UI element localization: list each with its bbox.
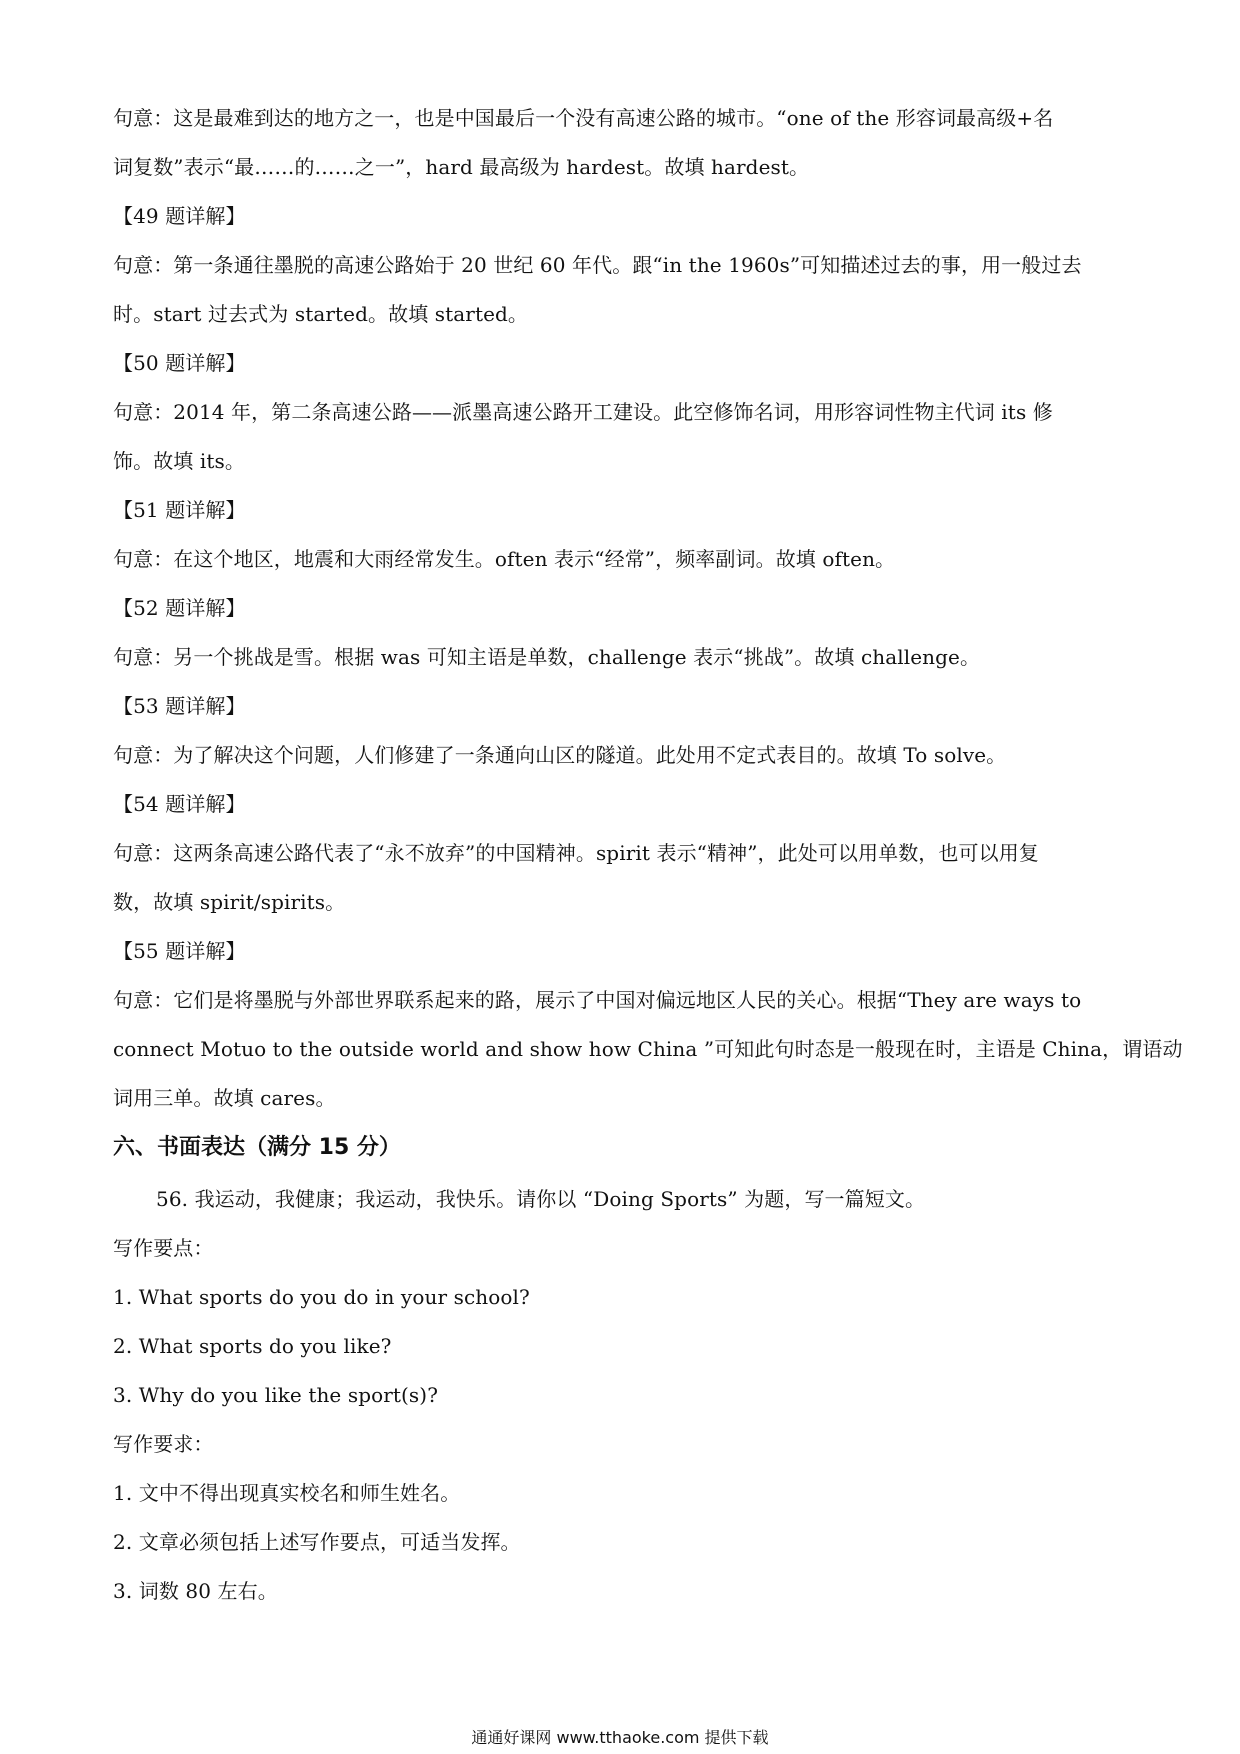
- explanation-line: 词复数”表示“最……的……之一”，hard 最高级为 hardest。故填 hardest。: [113, 155, 810, 179]
- writing-requirement-item: 3. 词数 80 左右。: [113, 1579, 278, 1603]
- explanation-line: 句意：2014 年，第二条高速公路——派墨高速公路开工建设。此空修饰名词，用形容词性物主代词 its 修: [113, 400, 1053, 424]
- explanation-line: 句意：它们是将墨脱与外部世界联系起来的路，展示了中国对偏远地区人民的关心。根据“They are ways to: [113, 988, 1082, 1012]
- explanation-line: 句意：这是最难到达的地方之一，也是中国最后一个没有高速公路的城市。“one of the 形容词最高级+名: [113, 106, 1054, 130]
- question-detail-heading: 【49 题详解】: [113, 204, 246, 228]
- writing-requirement-item: 1. 文中不得出现真实校名和师生姓名。: [113, 1481, 461, 1505]
- question-detail-heading: 【53 题详解】: [113, 694, 246, 718]
- writing-point-item: 2. What sports do you like?: [113, 1334, 392, 1358]
- writing-requirements-title: 写作要求：: [113, 1432, 214, 1456]
- explanation-line: 饰。故填 its。: [113, 449, 245, 473]
- question-detail-heading: 【55 题详解】: [113, 939, 246, 963]
- explanation-line: 句意：另一个挑战是雪。根据 was 可知主语是单数，challenge 表示“挑战”。故填 challenge。: [113, 645, 981, 669]
- explanation-line: 句意：在这个地区，地震和大雨经常发生。often 表示“经常”，频率副词。故填 often。: [113, 547, 896, 571]
- explanation-line: 句意：这两条高速公路代表了“永不放弃”的中国精神。spirit 表示“精神”，此处可以用单数，也可以用复: [113, 841, 1039, 865]
- page-footer: 通通好课网 www.tthaoke.com 提供下载: [471, 1728, 769, 1747]
- writing-point-item: 1. What sports do you do in your school?: [113, 1285, 530, 1309]
- writing-point-item: 3. Why do you like the sport(s)?: [113, 1383, 439, 1407]
- question-detail-heading: 【51 题详解】: [113, 498, 246, 522]
- section-heading: 六、书面表达（满分 15 分）: [113, 1135, 401, 1160]
- question-detail-heading: 【52 题详解】: [113, 596, 246, 620]
- question-detail-heading: 【50 题详解】: [113, 351, 246, 375]
- writing-points-title: 写作要点：: [113, 1236, 214, 1260]
- explanation-line: 时。start 过去式为 started。故填 started。: [113, 302, 529, 326]
- writing-requirement-item: 2. 文章必须包括上述写作要点，可适当发挥。: [113, 1530, 521, 1554]
- writing-prompt: 56. 我运动，我健康；我运动，我快乐。请你以 “Doing Sports” 为题，写一篇短文。: [156, 1187, 926, 1211]
- answer-explanations: [113, 94, 1183, 1616]
- explanation-line: 句意：第一条通往墨脱的高速公路始于 20 世纪 60 年代。跟“in the 1960s”可知描述过去的事，用一般过去: [113, 253, 1082, 277]
- explanation-line: 词用三单。故填 cares。: [113, 1086, 336, 1110]
- explanation-line: 数，故填 spirit/spirits。: [113, 890, 346, 914]
- explanation-line: 句意：为了解决这个问题，人们修建了一条通向山区的隧道。此处用不定式表目的。故填 To solve。: [113, 743, 1007, 767]
- explanation-line: connect Motuo to the outside world and show how China ”可知此句时态是一般现在时，主语是 China，谓语动: [113, 1037, 1183, 1061]
- question-detail-heading: 【54 题详解】: [113, 792, 246, 816]
